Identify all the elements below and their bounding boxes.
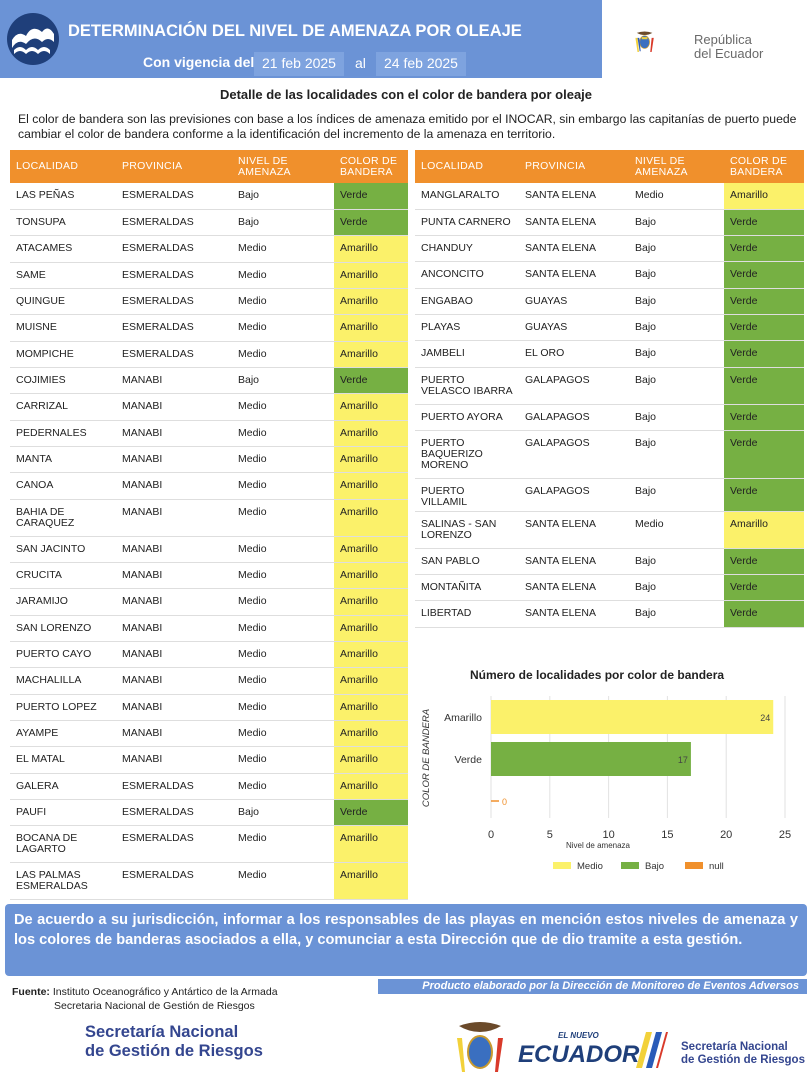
cell-nivel: Medio — [629, 511, 724, 548]
cell-nivel: Medio — [232, 315, 334, 341]
cell-nivel: Medio — [629, 183, 724, 209]
cell-color: Amarillo — [724, 511, 804, 548]
cell-color: Amarillo — [334, 473, 408, 499]
legend-swatch — [553, 862, 571, 869]
x-axis-label: Nivel de amenaza — [565, 841, 631, 850]
table-row — [10, 183, 408, 209]
table-row — [10, 826, 408, 863]
cell-color: Amarillo — [334, 863, 408, 900]
al-label: al — [355, 55, 366, 71]
cell-nivel: Medio — [232, 341, 334, 367]
cell-nivel: Bajo — [629, 575, 724, 601]
table-row — [415, 183, 804, 209]
cell-provincia: MANABI — [116, 642, 232, 668]
cell-provincia: MANABI — [116, 446, 232, 472]
cell-color: Amarillo — [334, 747, 408, 773]
cell-color: Amarillo — [334, 642, 408, 668]
cell-provincia: EL ORO — [519, 341, 629, 367]
bar-value-label: 24 — [760, 713, 771, 723]
el-nuevo-text: EL NUEVO — [558, 1031, 599, 1040]
cell-provincia: GALAPAGOS — [519, 430, 629, 478]
right-localities-table — [415, 150, 804, 628]
table-row — [10, 262, 408, 288]
ecuador-text: ECUADOR — [518, 1041, 640, 1068]
cell-color: Amarillo — [334, 589, 408, 615]
table-row — [10, 642, 408, 668]
cell-nivel: Medio — [232, 262, 334, 288]
table-row — [10, 562, 408, 588]
cell-provincia: SANTA ELENA — [519, 183, 629, 209]
table-row — [10, 473, 408, 499]
date-to: 24 feb 2025 — [376, 52, 466, 76]
x-tick-label: 10 — [602, 829, 615, 841]
cell-localidad: PUNTA CARNERO — [415, 209, 519, 235]
cell-nivel: Medio — [232, 536, 334, 562]
table-row — [415, 367, 804, 404]
col-nivel: NIVEL DE AMENAZA — [629, 150, 724, 183]
table-row — [10, 367, 408, 393]
flag-color-bar-chart — [415, 686, 805, 886]
table-row — [415, 511, 804, 548]
cell-color: Amarillo — [334, 773, 408, 799]
col-localidad: LOCALIDAD — [10, 150, 116, 183]
cell-localidad: PUERTO AYORA — [415, 404, 519, 430]
cell-provincia: ESMERALDAS — [116, 209, 232, 235]
cell-localidad: CRUCITA — [10, 562, 116, 588]
bar-value-label: 17 — [677, 755, 688, 765]
cell-provincia: MANABI — [116, 615, 232, 641]
cell-localidad: PUERTO BAQUERIZO MORENO — [415, 430, 519, 478]
cell-nivel: Bajo — [629, 209, 724, 235]
cell-color: Verde — [724, 575, 804, 601]
vigencia-label: Con vigencia del — [143, 54, 255, 70]
cell-localidad: TONSUPA — [10, 209, 116, 235]
table-row — [415, 575, 804, 601]
cell-color: Verde — [724, 288, 804, 314]
cell-nivel: Medio — [232, 668, 334, 694]
cell-nivel: Bajo — [629, 404, 724, 430]
cell-localidad: LAS PEÑAS — [10, 183, 116, 209]
republica-label: República del Ecuador — [694, 32, 764, 61]
legend-label: null — [709, 861, 724, 872]
cell-provincia: MANABI — [116, 473, 232, 499]
cell-localidad: SAN LORENZO — [10, 615, 116, 641]
col-provincia: PROVINCIA — [116, 150, 232, 183]
legend-swatch — [621, 862, 639, 869]
left-table-body — [10, 183, 408, 900]
cell-color: Amarillo — [334, 262, 408, 288]
cell-color: Verde — [334, 367, 408, 393]
el-nuevo-ecuador-logo-icon — [518, 1028, 668, 1070]
cell-localidad: ATACAMES — [10, 236, 116, 262]
cell-provincia: ESMERALDAS — [116, 315, 232, 341]
cell-nivel: Medio — [232, 642, 334, 668]
cell-color: Verde — [724, 430, 804, 478]
cell-color: Verde — [724, 478, 804, 511]
table-row — [415, 236, 804, 262]
header-banner — [0, 0, 602, 78]
cell-nivel: Medio — [232, 236, 334, 262]
cell-localidad: PUERTO CAYO — [10, 642, 116, 668]
cell-nivel: Medio — [232, 773, 334, 799]
cell-color: Amarillo — [334, 668, 408, 694]
cell-provincia: MANABI — [116, 394, 232, 420]
cell-color: Amarillo — [334, 536, 408, 562]
sngr-logo-text: Secretaría Nacional de Gestión de Riesgos — [85, 1023, 263, 1060]
cell-provincia: ESMERALDAS — [116, 800, 232, 826]
cell-provincia: ESMERALDAS — [116, 183, 232, 209]
cell-localidad: MUISNE — [10, 315, 116, 341]
col-provincia: PROVINCIA — [519, 150, 629, 183]
cell-localidad: MONTAÑITA — [415, 575, 519, 601]
cell-localidad: CHANDUY — [415, 236, 519, 262]
cell-provincia: ESMERALDAS — [116, 773, 232, 799]
table-row — [10, 420, 408, 446]
cell-color: Amarillo — [334, 420, 408, 446]
cell-color: Amarillo — [334, 341, 408, 367]
cell-color: Amarillo — [334, 394, 408, 420]
cell-nivel: Bajo — [629, 236, 724, 262]
page-title: DETERMINACIÓN DEL NIVEL DE AMENAZA POR OLEAJE — [68, 22, 522, 40]
cell-nivel: Bajo — [232, 209, 334, 235]
cell-localidad: AYAMPE — [10, 721, 116, 747]
cell-nivel: Medio — [232, 562, 334, 588]
cell-localidad: QUINGUE — [10, 288, 116, 314]
cell-provincia: ESMERALDAS — [116, 288, 232, 314]
cell-color: Verde — [724, 314, 804, 340]
cell-color: Verde — [724, 367, 804, 404]
cell-color: Amarillo — [334, 721, 408, 747]
category-label: Verde — [454, 754, 482, 766]
cell-provincia: GALAPAGOS — [519, 367, 629, 404]
cell-localidad: JAMBELI — [415, 341, 519, 367]
cell-localidad: CANOA — [10, 473, 116, 499]
table-row — [10, 209, 408, 235]
cell-color: Verde — [334, 800, 408, 826]
table-row — [10, 499, 408, 536]
cell-localidad: GALERA — [10, 773, 116, 799]
cell-nivel: Bajo — [232, 183, 334, 209]
cell-color: Amarillo — [334, 562, 408, 588]
intro-paragraph: El color de bandera son las previsiones con base a los índices de amenaza emitido por el INOCAR, sin embargo las capitanías de puerto puede cambiar el color de bandera conforme a la identificación del incremento de la amenaza en territorio. — [18, 112, 797, 141]
cell-localidad: PEDERNALES — [10, 420, 116, 446]
cell-localidad: BAHIA DE CARAQUEZ — [10, 499, 116, 536]
cell-provincia: MANABI — [116, 747, 232, 773]
cell-nivel: Bajo — [629, 601, 724, 627]
cell-provincia: SANTA ELENA — [519, 601, 629, 627]
cell-nivel: Medio — [232, 615, 334, 641]
source-note: Fuente: Instituto Oceanográfico y Antártico de la Armada Secretaria Nacional de Gestión de Riesgos — [12, 986, 278, 1012]
cell-provincia: MANABI — [116, 589, 232, 615]
cell-provincia: SANTA ELENA — [519, 548, 629, 574]
cell-nivel: Medio — [232, 694, 334, 720]
table-row — [10, 236, 408, 262]
cell-localidad: BOCANA DE LAGARTO — [10, 826, 116, 863]
chart-title: Número de localidades por color de bandera — [470, 668, 725, 682]
cell-nivel: Bajo — [629, 478, 724, 511]
table-row — [415, 288, 804, 314]
col-color: COLOR DE BANDERA — [724, 150, 804, 183]
cell-localidad: SAN PABLO — [415, 548, 519, 574]
cell-color: Verde — [724, 262, 804, 288]
cell-provincia: SANTA ELENA — [519, 209, 629, 235]
cell-color: Verde — [334, 209, 408, 235]
cell-nivel: Medio — [232, 394, 334, 420]
cell-provincia: MANABI — [116, 721, 232, 747]
cell-provincia: ESMERALDAS — [116, 341, 232, 367]
cell-color: Amarillo — [334, 446, 408, 472]
notice-banner: De acuerdo a su jurisdicción, informar a los responsables de las playas en mención estos niveles de amenaza y los colores de banderas asociados a ella, y comunciar a esta Dirección que de dio tramite a esta gestión. — [5, 904, 807, 976]
cell-provincia: GALAPAGOS — [519, 478, 629, 511]
ecuador-shield-icon — [455, 1020, 505, 1074]
table-row — [10, 394, 408, 420]
cell-nivel: Medio — [232, 499, 334, 536]
cell-localidad: EL MATAL — [10, 747, 116, 773]
bar — [491, 700, 773, 734]
cell-provincia: SANTA ELENA — [519, 575, 629, 601]
cell-provincia: ESMERALDAS — [116, 262, 232, 288]
cell-localidad: JARAMIJO — [10, 589, 116, 615]
cell-provincia: ESMERALDAS — [116, 826, 232, 863]
table-row — [415, 601, 804, 627]
cell-localidad: MANTA — [10, 446, 116, 472]
cell-nivel: Medio — [232, 747, 334, 773]
table-row — [10, 863, 408, 900]
cell-color: Amarillo — [334, 499, 408, 536]
cell-nivel: Bajo — [629, 314, 724, 340]
y-axis-label: COLOR DE BANDERA — [421, 708, 432, 808]
legend-label: Medio — [577, 861, 603, 872]
cell-color: Verde — [724, 601, 804, 627]
cell-localidad: PAUFI — [10, 800, 116, 826]
table-row — [10, 341, 408, 367]
cell-nivel: Bajo — [629, 548, 724, 574]
table-row — [10, 589, 408, 615]
cell-color: Amarillo — [334, 615, 408, 641]
x-tick-label: 25 — [778, 829, 792, 841]
cell-color: Verde — [724, 548, 804, 574]
cell-nivel: Bajo — [629, 288, 724, 314]
x-tick-label: 15 — [661, 829, 674, 841]
cell-nivel: Medio — [232, 446, 334, 472]
cell-localidad: COJIMIES — [10, 367, 116, 393]
cell-color: Amarillo — [334, 315, 408, 341]
cell-localidad: ENGABAO — [415, 288, 519, 314]
table-row — [10, 747, 408, 773]
cell-localidad: PUERTO VELASCO IBARRA — [415, 367, 519, 404]
col-color: COLOR DE BANDERA — [334, 150, 408, 183]
table-row — [10, 288, 408, 314]
cell-localidad: MOMPICHE — [10, 341, 116, 367]
cell-color: Verde — [724, 236, 804, 262]
table-row — [10, 615, 408, 641]
table-row — [415, 478, 804, 511]
table-header-row — [415, 150, 804, 183]
table-row — [10, 536, 408, 562]
cell-nivel: Medio — [232, 721, 334, 747]
table-row — [415, 341, 804, 367]
col-nivel: NIVEL DE AMENAZA — [232, 150, 334, 183]
table-row — [415, 262, 804, 288]
cell-nivel: Medio — [232, 863, 334, 900]
table-row — [10, 694, 408, 720]
x-tick-label: 20 — [720, 829, 733, 841]
cell-nivel: Medio — [232, 826, 334, 863]
cell-color: Verde — [724, 209, 804, 235]
cell-nivel: Bajo — [629, 430, 724, 478]
cell-color: Amarillo — [334, 288, 408, 314]
cell-nivel: Bajo — [629, 367, 724, 404]
cell-color: Amarillo — [724, 183, 804, 209]
producto-banner: Producto elaborado por la Dirección de Monitoreo de Eventos Adversos — [378, 979, 807, 994]
x-tick-label: 5 — [546, 829, 553, 841]
ecuador-coat-of-arms-icon — [634, 10, 694, 72]
table-row — [10, 668, 408, 694]
section-subtitle: Detalle de las localidades con el color de bandera por oleaje — [219, 87, 593, 102]
cell-localidad: PUERTO LOPEZ — [10, 694, 116, 720]
cell-localidad: SAN JACINTO — [10, 536, 116, 562]
table-row — [415, 314, 804, 340]
cell-provincia: MANABI — [116, 562, 232, 588]
left-localities-table — [10, 150, 408, 900]
cell-provincia: GALAPAGOS — [519, 404, 629, 430]
table-row — [10, 800, 408, 826]
date-from: 21 feb 2025 — [254, 52, 344, 76]
x-tick-label: 0 — [487, 829, 495, 841]
cell-provincia: SANTA ELENA — [519, 511, 629, 548]
sngr-wave-logo-icon — [6, 10, 60, 68]
cell-color: Amarillo — [334, 826, 408, 863]
cell-localidad: SALINAS - SAN LORENZO — [415, 511, 519, 548]
table-row — [415, 404, 804, 430]
category-label: Amarillo — [444, 712, 482, 724]
legend-swatch — [685, 862, 703, 869]
right-table-body — [415, 183, 804, 627]
cell-provincia: ESMERALDAS — [116, 863, 232, 900]
cell-localidad: PLAYAS — [415, 314, 519, 340]
cell-provincia: MANABI — [116, 367, 232, 393]
bar-value-label: 0 — [502, 797, 508, 807]
cell-provincia: MANABI — [116, 420, 232, 446]
sngr-right-text: Secretaría Nacional de Gestión de Riesgos — [681, 1041, 805, 1066]
cell-localidad: PUERTO VILLAMIL — [415, 478, 519, 511]
bar — [491, 742, 691, 776]
cell-provincia: GUAYAS — [519, 314, 629, 340]
cell-localidad: MANGLARALTO — [415, 183, 519, 209]
cell-color: Amarillo — [334, 694, 408, 720]
cell-nivel: Medio — [232, 420, 334, 446]
table-row — [10, 315, 408, 341]
cell-provincia: MANABI — [116, 536, 232, 562]
cell-provincia: GUAYAS — [519, 288, 629, 314]
cell-localidad: SAME — [10, 262, 116, 288]
cell-localidad: CARRIZAL — [10, 394, 116, 420]
legend-label: Bajo — [645, 861, 665, 872]
table-row — [415, 548, 804, 574]
cell-nivel: Bajo — [629, 262, 724, 288]
cell-provincia: MANABI — [116, 499, 232, 536]
cell-provincia: MANABI — [116, 694, 232, 720]
cell-color: Verde — [724, 404, 804, 430]
cell-localidad: LIBERTAD — [415, 601, 519, 627]
cell-nivel: Bajo — [629, 341, 724, 367]
cell-nivel: Bajo — [232, 367, 334, 393]
cell-nivel: Bajo — [232, 800, 334, 826]
cell-localidad: MACHALILLA — [10, 668, 116, 694]
table-row — [415, 209, 804, 235]
cell-provincia: MANABI — [116, 668, 232, 694]
col-localidad: LOCALIDAD — [415, 150, 519, 183]
cell-provincia: SANTA ELENA — [519, 236, 629, 262]
cell-provincia: ESMERALDAS — [116, 236, 232, 262]
table-row — [10, 773, 408, 799]
cell-nivel: Medio — [232, 589, 334, 615]
table-row — [10, 721, 408, 747]
cell-nivel: Medio — [232, 288, 334, 314]
cell-nivel: Medio — [232, 473, 334, 499]
cell-color: Verde — [724, 341, 804, 367]
table-header-row — [10, 150, 408, 183]
cell-color: Verde — [334, 183, 408, 209]
table-row — [10, 446, 408, 472]
table-row — [415, 430, 804, 478]
cell-color: Amarillo — [334, 236, 408, 262]
cell-localidad: ANCONCITO — [415, 262, 519, 288]
cell-localidad: LAS PALMAS ESMERALDAS — [10, 863, 116, 900]
cell-provincia: SANTA ELENA — [519, 262, 629, 288]
